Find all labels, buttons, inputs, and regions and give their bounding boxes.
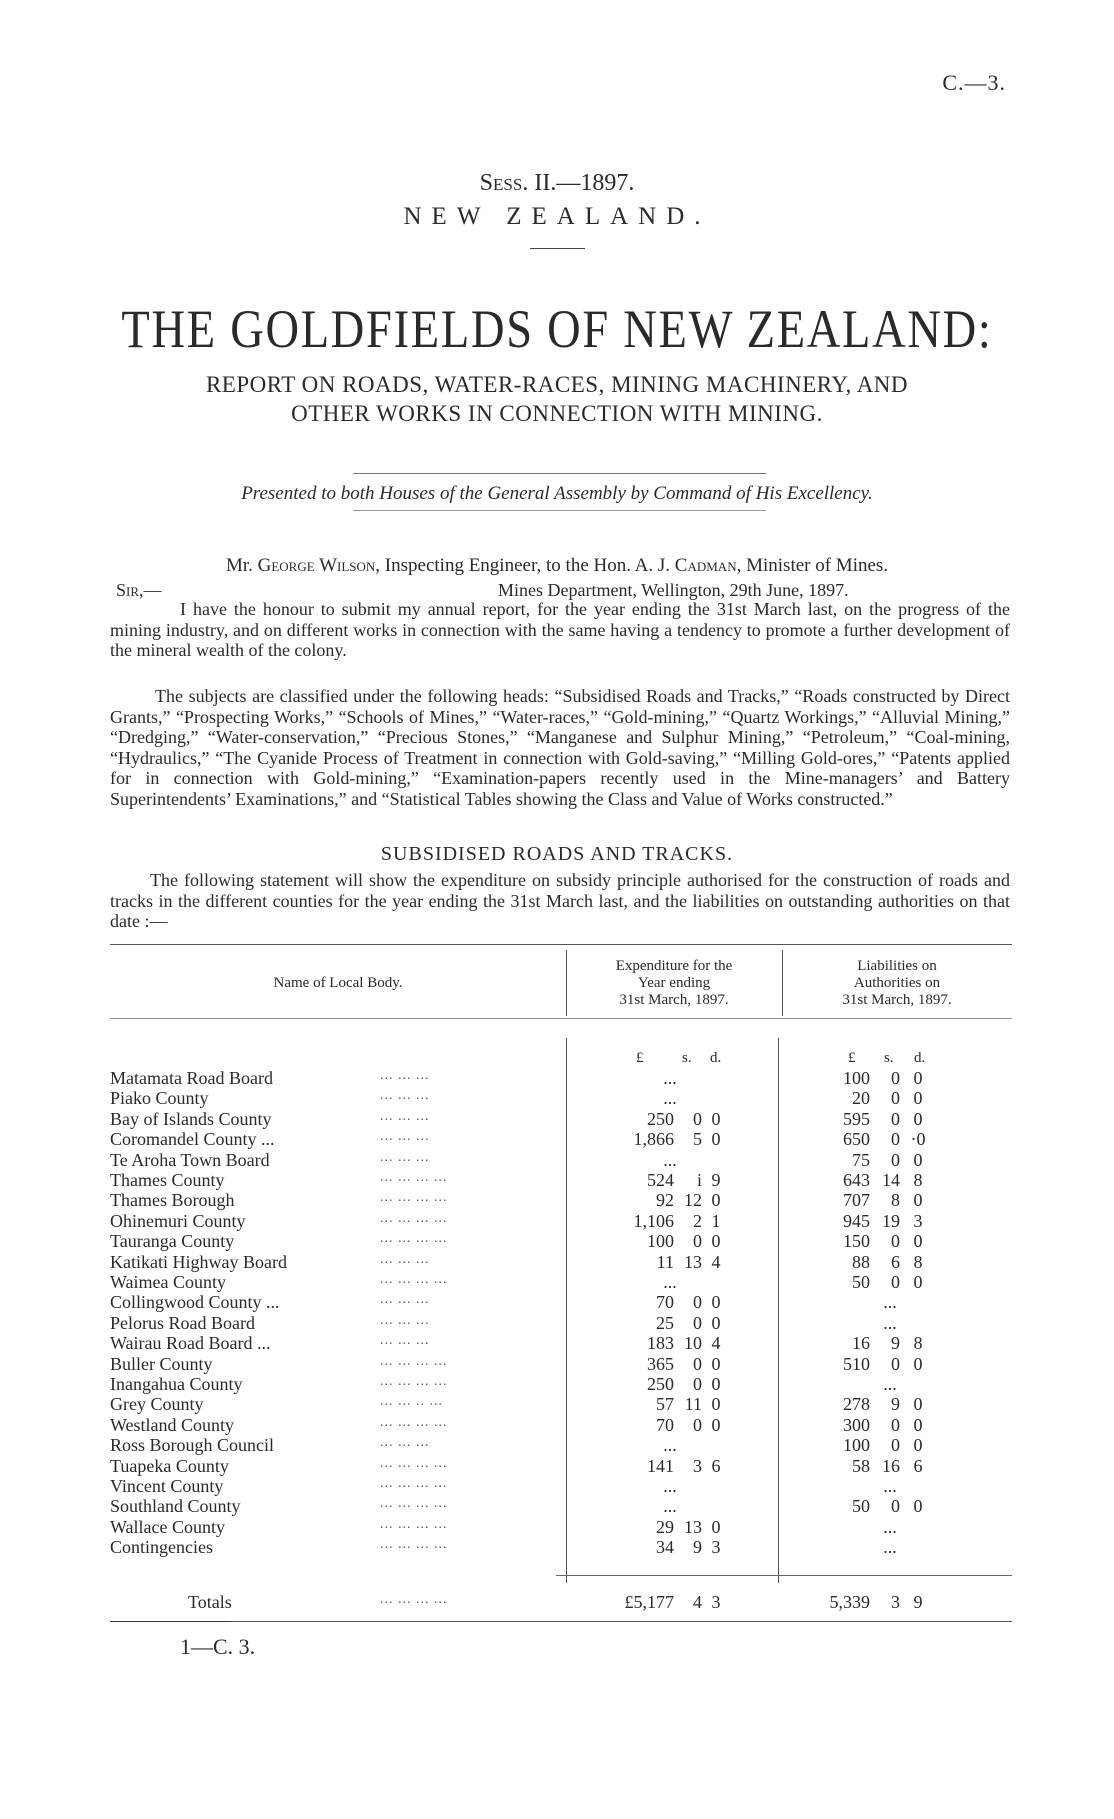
cell-exp-pounds: 25	[656, 1312, 674, 1333]
cell-exp-shillings: 10	[684, 1333, 702, 1354]
cell-leader: ... ... ...	[380, 1108, 430, 1124]
cell-exp-pounds: 141	[647, 1455, 674, 1476]
section-heading: SUBSIDISED ROADS AND TRACKS.	[380, 843, 734, 865]
cell-exp-pounds: 524	[647, 1170, 674, 1190]
cell-liab-pounds: 650	[843, 1129, 870, 1150]
cell-exp-pence: 0	[711, 1394, 721, 1415]
cell-leader: ... ... ... ...	[380, 1516, 448, 1532]
cell-exp-pence: 0	[711, 1516, 721, 1537]
cell-name: Waimea County	[110, 1272, 227, 1292]
cell-name: Tauranga County	[110, 1231, 235, 1252]
address-line	[0, 555, 1114, 577]
cell-liab-blank: ...	[883, 1312, 897, 1333]
cell-leader: ... ... ... ...	[380, 1374, 448, 1389]
totals-label: Totals	[188, 1592, 232, 1612]
cell-leader: ... ... ...	[380, 1333, 430, 1349]
cell-exp-pence: 0	[711, 1312, 721, 1333]
cell-exp-shillings: 13	[684, 1516, 702, 1537]
cell-exp-shillings: i	[696, 1170, 702, 1190]
unit-pounds-exp: £	[636, 1050, 644, 1066]
cell-exp-pence: 3	[711, 1537, 721, 1558]
cell-leader: ... ... ... ...	[380, 1496, 448, 1512]
paragraph-1: I have the honour to submit my annual report, for the year ending the 31st March last, on the progress of the mining industry, and on different works in connection with the same having a tendency to promote a further development of the mineral wealth of the colony.	[110, 599, 1010, 660]
cell-leader: ... ... ...	[380, 1435, 430, 1451]
cell-liab-shillings: 16	[882, 1455, 900, 1476]
cell-exp-pounds: 250	[647, 1108, 674, 1129]
cell-name: Matamata Road Board	[110, 1068, 273, 1088]
cell-name: Pelorus Road Board	[110, 1312, 255, 1333]
cell-liab-pence: 8	[913, 1170, 923, 1190]
cell-leader: ... ... ... ...	[380, 1170, 448, 1185]
cell-liab-pounds: 16	[852, 1333, 870, 1354]
cell-leader: ... ... ... ...	[380, 1231, 448, 1247]
cell-leader: ... ... ... ...	[380, 1210, 448, 1226]
cell-leader: ... ... .. ...	[380, 1394, 443, 1410]
column-header-liabilities-2: Authorities on	[853, 975, 941, 991]
column-header-expenditure-1: Expenditure for the	[615, 958, 733, 974]
unit-pence-exp: d.	[710, 1050, 722, 1066]
cell-exp-shillings: 3	[693, 1455, 702, 1476]
cell-leader: ... ... ... ...	[380, 1190, 448, 1206]
cell-liab-pence: 0	[913, 1088, 923, 1109]
cell-exp-shillings: 5	[693, 1129, 702, 1150]
cell-name: Coromandel County ...	[110, 1129, 275, 1150]
cell-liab-pounds: 100	[843, 1068, 870, 1088]
cell-liab-pounds: 20	[852, 1088, 870, 1109]
cell-name: Contingencies	[110, 1537, 213, 1558]
cell-exp-pounds: 100	[647, 1231, 674, 1252]
cell-leader: ... ... ... ...	[380, 1353, 448, 1369]
totals-exp-pence: 3	[711, 1592, 721, 1612]
table-divider-body-2	[778, 1038, 779, 1583]
cell-exp-pounds: 1,866	[633, 1129, 674, 1150]
unit-shillings-exp: s.	[682, 1050, 692, 1066]
cell-liab-shillings: 0	[891, 1129, 900, 1150]
cell-liab-shillings: 0	[891, 1231, 900, 1252]
table-header-rule	[110, 1018, 1012, 1019]
cell-liab-pence: 0	[913, 1353, 923, 1374]
cell-exp-shillings: 2	[693, 1210, 702, 1231]
cell-leader: ... ... ...	[380, 1251, 430, 1267]
cell-exp-blank: ...	[663, 1149, 677, 1170]
totals-liab-shillings: 3	[891, 1592, 900, 1612]
cell-exp-pence: 0	[711, 1231, 721, 1252]
cell-leader: ... ... ... ...	[380, 1414, 448, 1430]
footer-signature: 1—C. 3.	[180, 1634, 256, 1659]
cell-liab-shillings: 0	[891, 1088, 900, 1109]
dateline: Mines Department, Wellington, 29th June, 1897.	[498, 580, 849, 600]
address-to: Cadman	[674, 555, 737, 576]
cell-liab-pounds: 945	[843, 1210, 870, 1231]
cell-name: Wallace County	[110, 1516, 226, 1537]
cell-exp-shillings: 0	[693, 1312, 702, 1333]
cell-leader: ... ... ... ...	[380, 1272, 448, 1287]
subtitle-line-1: REPORT ON ROADS, WATER-RACES, MINING MACHINERY, AND	[205, 372, 909, 397]
cell-exp-shillings: 0	[693, 1374, 702, 1394]
cell-exp-shillings: 11	[684, 1394, 702, 1415]
cell-exp-pence: 0	[711, 1129, 721, 1150]
cell-exp-pounds: 250	[647, 1374, 674, 1394]
cell-liab-shillings: 0	[891, 1272, 900, 1292]
cell-name: Bay of Islands County	[110, 1108, 272, 1129]
cell-name: Thames County	[110, 1170, 225, 1190]
cell-name: Piako County	[110, 1088, 209, 1109]
cell-name: Tuapeka County	[110, 1455, 229, 1476]
cell-exp-pounds: 1,106	[633, 1210, 674, 1231]
cell-liab-blank: ...	[883, 1476, 897, 1496]
cell-liab-pence: 0	[913, 1068, 923, 1088]
totals-liab-pounds: 5,339	[829, 1592, 870, 1612]
cell-liab-pounds: 100	[843, 1435, 870, 1456]
cell-exp-shillings: 9	[693, 1537, 702, 1558]
session-line	[0, 170, 1114, 197]
column-header-expenditure-3: 31st March, 1897.	[619, 992, 729, 1008]
totals-exp-shillings: 4	[693, 1592, 702, 1612]
section-intro: The following statement will show the expenditure on subsidy principle authorised for the construction of roads and tracks in the different counties for the year ending the 31st March last, and the liabilities on outstanding authorities on that date :—	[110, 870, 1010, 931]
cell-exp-pence: 6	[711, 1455, 721, 1476]
cell-leader: ... ... ... ...	[380, 1455, 448, 1471]
cell-liab-pounds: 50	[852, 1272, 870, 1292]
cell-exp-pounds: 34	[656, 1537, 674, 1558]
cell-liab-pence: 0	[913, 1496, 923, 1517]
cell-liab-shillings: 19	[882, 1210, 900, 1231]
cell-liab-shillings: 0	[891, 1068, 900, 1088]
cell-liab-shillings: 0	[891, 1414, 900, 1435]
cell-liab-shillings: 0	[891, 1496, 900, 1517]
totals-rule-exp	[556, 1575, 792, 1576]
cell-exp-pence: 0	[711, 1414, 721, 1435]
column-header-liabilities	[782, 958, 1012, 1009]
cell-liab-pence: 8	[913, 1333, 923, 1354]
cell-liab-shillings: 0	[891, 1149, 900, 1170]
unit-shillings-liab: s.	[884, 1050, 894, 1066]
cell-exp-pence: 9	[711, 1170, 721, 1190]
cell-liab-shillings: 8	[891, 1190, 900, 1211]
cell-name: Inangahua County	[110, 1374, 243, 1394]
main-title: THE GOLDFIELDS OF NEW ZEALAND:	[121, 299, 993, 359]
cell-exp-pence: 0	[711, 1374, 721, 1394]
cell-name: Ohinemuri County	[110, 1210, 246, 1231]
cell-exp-shillings: 0	[693, 1108, 702, 1129]
cell-liab-shillings: 0	[891, 1108, 900, 1129]
cell-name: Westland County	[110, 1414, 235, 1435]
cell-exp-shillings: 0	[693, 1353, 702, 1374]
cell-name: Thames Borough	[110, 1190, 235, 1211]
table-top-rule	[110, 944, 1012, 945]
cell-liab-pence: 3	[913, 1210, 923, 1231]
cell-liab-pounds: 50	[852, 1496, 870, 1517]
cell-exp-pence: 4	[711, 1251, 721, 1272]
cell-leader: ... ... ...	[380, 1292, 430, 1308]
cell-exp-blank: ...	[663, 1068, 677, 1088]
cell-name: Wairau Road Board ...	[110, 1333, 271, 1354]
cell-exp-pence: 0	[711, 1190, 721, 1211]
presented-line: Presented to both Houses of the General Assembly by Command of His Excellency.	[241, 483, 873, 504]
cell-liab-blank: ...	[883, 1516, 897, 1537]
cell-liab-shillings: 14	[882, 1170, 900, 1190]
cell-liab-shillings: 0	[891, 1353, 900, 1374]
session-prefix: Sess.	[479, 170, 529, 196]
session-rest: II.—1897.	[534, 170, 635, 196]
cell-exp-pence: 4	[711, 1333, 721, 1354]
cell-exp-pounds: 57	[656, 1394, 674, 1415]
cell-exp-shillings: 0	[693, 1292, 702, 1313]
cell-name: Katikati Highway Board	[110, 1251, 287, 1272]
address-prefix: Mr.	[225, 555, 253, 576]
cell-exp-pounds: 29	[656, 1516, 674, 1537]
cell-liab-pence: ·0	[910, 1129, 926, 1150]
cell-exp-shillings: 12	[684, 1190, 702, 1211]
address-from: George Wilson	[257, 555, 376, 576]
divider-bottom	[353, 510, 766, 511]
cell-liab-pence: 0	[913, 1231, 923, 1252]
cell-liab-pounds: 58	[852, 1455, 870, 1476]
cell-liab-pounds: 300	[843, 1414, 870, 1435]
cell-liab-pence: 0	[913, 1272, 923, 1292]
cell-name: Te Aroha Town Board	[110, 1149, 270, 1170]
column-header-expenditure	[566, 958, 782, 1009]
cell-liab-pence: 0	[913, 1108, 923, 1129]
cell-name: Ross Borough Council	[110, 1435, 275, 1456]
cell-exp-pence: 1	[711, 1210, 721, 1231]
cell-liab-pence: 6	[913, 1455, 923, 1476]
cell-liab-pounds: 88	[852, 1251, 870, 1272]
divider-top	[353, 473, 766, 474]
cell-liab-pounds: 595	[843, 1108, 870, 1129]
cell-exp-pounds: 70	[656, 1414, 674, 1435]
address-suffix: , Minister of Mines.	[736, 555, 889, 576]
cell-liab-shillings: 6	[891, 1251, 900, 1272]
totals-liab-pence: 9	[913, 1592, 923, 1612]
cell-name: Buller County	[110, 1353, 213, 1374]
cell-exp-pounds: 365	[647, 1353, 674, 1374]
country-line: NEW ZEALAND.	[403, 203, 711, 230]
cell-name: Grey County	[110, 1394, 204, 1415]
totals-exp-pounds: £5,177	[624, 1592, 674, 1612]
cell-liab-shillings: 9	[891, 1333, 900, 1354]
cell-liab-pounds: 278	[843, 1394, 870, 1415]
cell-exp-blank: ...	[663, 1272, 677, 1292]
totals-leader: ... ... ... ...	[380, 1592, 448, 1607]
cell-exp-blank: ...	[663, 1088, 677, 1109]
cell-liab-pounds: 150	[843, 1231, 870, 1252]
cell-name: Collingwood County ...	[110, 1292, 280, 1313]
cell-liab-shillings: 0	[891, 1435, 900, 1456]
cell-leader: ... ... ...	[380, 1312, 430, 1328]
cell-exp-pounds: 11	[656, 1251, 674, 1272]
column-header-expenditure-2: Year ending	[637, 975, 711, 991]
cell-liab-pence: 0	[913, 1190, 923, 1211]
unit-pounds-liab: £	[848, 1050, 856, 1066]
cell-exp-pence: 0	[711, 1353, 721, 1374]
cell-leader: ... ... ... ...	[380, 1476, 448, 1491]
cell-liab-pounds: 75	[852, 1149, 870, 1170]
salutation: Sir,—	[116, 580, 162, 600]
cell-liab-pence: 0	[913, 1414, 923, 1435]
cell-liab-blank: ...	[883, 1292, 897, 1313]
cell-exp-pounds: 183	[647, 1333, 674, 1354]
address-middle: , Inspecting Engineer, to the Hon. A. J.	[375, 555, 671, 576]
cell-liab-pounds: 643	[843, 1170, 870, 1190]
cell-exp-shillings: 13	[684, 1251, 702, 1272]
cell-liab-pence: 0	[913, 1435, 923, 1456]
cell-exp-pounds: 70	[656, 1292, 674, 1313]
cell-liab-pence: 8	[913, 1251, 923, 1272]
cell-exp-shillings: 0	[693, 1231, 702, 1252]
cell-exp-blank: ...	[663, 1435, 677, 1456]
paragraph-2: The subjects are classified under the following heads: “Subsidised Roads and Tracks,” “Roads constructed by Direct Grants,” “Prospecting Works,” “Schools of Mines,” “Water-races,” “Gold-mining,” “Quartz Workings,” “Alluvial Mining,” “Dredging,” “Water-conservation,” “Precious Stones,” “Manganese and Sulphur Mining,” “Petroleum,” “Coal-mining, “Hydraulics,” “The Cyanide Process of Treatment in connection with Gold-saving,” “Milling Gold-ores,” “Patents applied for in connection with Gold-mining,” “Examination-papers recently used in the Mine-managers’ and Battery Superintendents’ Examinations,” and “Statistical Tables showing the Class and Value of Works constructed.”	[110, 686, 1010, 809]
cell-exp-shillings: 0	[693, 1414, 702, 1435]
cell-leader: ... ... ... ...	[380, 1537, 448, 1553]
subtitle-line-2: OTHER WORKS IN CONNECTION WITH MINING.	[291, 401, 823, 426]
column-header-liabilities-3: 31st March, 1897.	[842, 992, 952, 1008]
divider-short	[530, 248, 585, 249]
cell-exp-pounds: 92	[656, 1190, 674, 1211]
cell-liab-shillings: 9	[891, 1394, 900, 1415]
cell-exp-blank: ...	[663, 1496, 677, 1517]
cell-leader: ... ... ...	[380, 1149, 430, 1165]
cell-liab-pounds: 510	[843, 1353, 870, 1374]
cell-leader: ... ... ...	[380, 1088, 430, 1104]
cell-leader: ... ... ...	[380, 1068, 430, 1083]
cell-exp-pence: 0	[711, 1292, 721, 1313]
table-divider-body-1	[566, 1038, 567, 1583]
cell-liab-pounds: 707	[843, 1190, 870, 1211]
cell-exp-pence: 0	[711, 1108, 721, 1129]
column-header-name: Name of Local Body.	[273, 975, 403, 991]
cell-liab-blank: ...	[883, 1374, 897, 1394]
cell-leader: ... ... ...	[380, 1129, 430, 1145]
cell-liab-pence: 0	[913, 1149, 923, 1170]
page-reference: C.—3.	[942, 70, 1006, 95]
unit-pence-liab: d.	[914, 1050, 926, 1066]
cell-liab-blank: ...	[883, 1537, 897, 1558]
cell-name: Vincent County	[110, 1476, 224, 1496]
column-header-liabilities-1: Liabilities on	[857, 958, 937, 974]
cell-exp-blank: ...	[663, 1476, 677, 1496]
cell-liab-pence: 0	[913, 1394, 923, 1415]
footer-rule	[110, 1621, 230, 1622]
table-bottom-rule	[110, 1621, 1012, 1622]
totals-rule-liab	[790, 1575, 1012, 1576]
cell-name: Southland County	[110, 1496, 241, 1517]
